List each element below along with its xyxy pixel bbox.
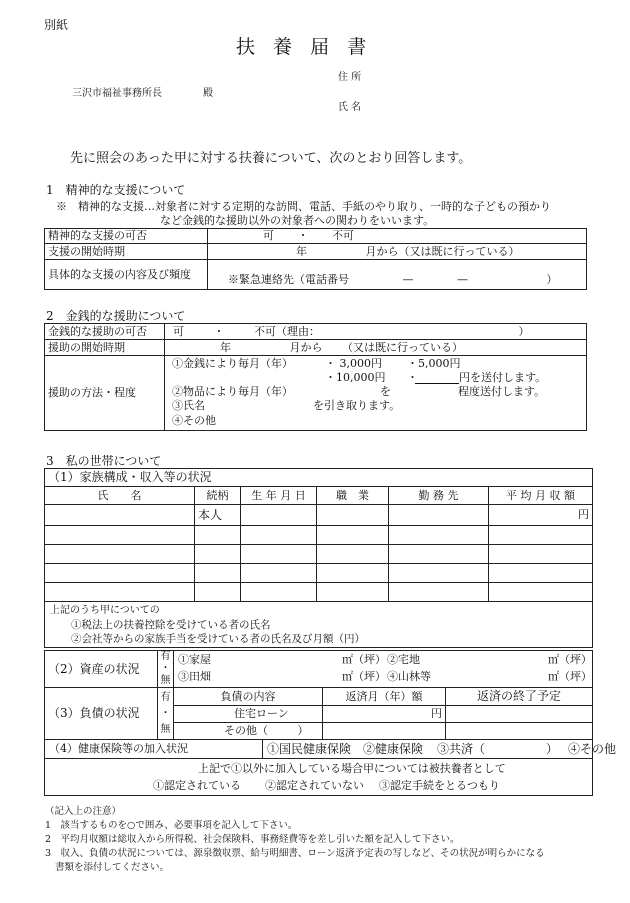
close-paren: ） xyxy=(297,724,309,738)
col-header: 氏 名 xyxy=(45,487,195,505)
table-row xyxy=(45,260,587,290)
family-table xyxy=(44,468,593,648)
relation-cell[interactable] xyxy=(195,545,241,564)
insurance-options[interactable] xyxy=(263,740,617,759)
name-cell[interactable] xyxy=(45,583,195,602)
option-no[interactable]: 無 xyxy=(160,723,171,735)
workplace-cell[interactable] xyxy=(389,526,489,545)
table-row xyxy=(45,545,593,564)
area-unit: ㎡（坪） xyxy=(342,670,386,683)
asset-field: ③田畑 xyxy=(178,670,211,683)
notes-heading: （記入上の注意） xyxy=(45,806,122,817)
separator-dot: ・ xyxy=(297,229,309,243)
insurance-health[interactable]: ②健康保険 xyxy=(363,742,424,756)
debt-other[interactable] xyxy=(174,723,323,740)
insurance-other[interactable]: ④その他 xyxy=(568,742,617,756)
aid-start-field[interactable] xyxy=(165,340,587,356)
section2-heading: 2 金銭的な援助について xyxy=(46,309,186,323)
already-text: （又は既に行っている） xyxy=(342,340,463,354)
row-label: 具体的な支援の内容及び頻度 xyxy=(45,260,208,290)
relation-cell: 本人 xyxy=(195,505,241,526)
dob-cell[interactable] xyxy=(241,505,317,526)
assets-yes-no[interactable] xyxy=(158,651,174,688)
row-label: 金銭的な援助の可否 xyxy=(45,324,165,340)
note-item-1: ①税法上の扶養控除を受けている者の氏名 xyxy=(71,619,271,631)
section3-heading: 3 私の世帯について xyxy=(46,454,162,468)
workplace-cell[interactable] xyxy=(389,505,489,526)
month-text: 月から xyxy=(289,340,323,354)
close-paren: ） xyxy=(546,742,559,756)
col-header: 返済の終了予定 xyxy=(446,688,593,706)
status-not-approved[interactable]: ②認定されていない xyxy=(265,779,364,792)
table-row xyxy=(45,340,587,356)
option-no-reason[interactable]: 不可（理由： xyxy=(254,324,320,338)
row-label: 援助の開始時期 xyxy=(45,340,165,356)
table-header-row xyxy=(45,487,593,505)
assets-label: （2）資産の状況 xyxy=(45,651,158,688)
addressee: 三沢市福祉事務所長 xyxy=(72,88,162,99)
income-cell[interactable] xyxy=(489,564,593,583)
address-label: 住 所 xyxy=(338,72,362,83)
col-header: 職 業 xyxy=(317,487,389,505)
aid-choice[interactable] xyxy=(165,324,587,340)
phone-dash: — xyxy=(457,273,468,287)
tax-dependent-note xyxy=(45,602,593,648)
separator-dot: ・ xyxy=(160,707,171,719)
income-cell[interactable] xyxy=(489,583,593,602)
table-row xyxy=(45,583,593,602)
note-2: 2 平均月収額は総収入から所得税、社会保険料、事務経費等を差し引いた額を記入して下さい。 xyxy=(45,834,460,845)
page-title: 扶 養 届 書 xyxy=(236,36,373,58)
row-label: 援助の方法・程度 xyxy=(45,356,165,431)
table-row xyxy=(45,688,593,706)
note-3: 3 収入、負債の状況については、源泉徴収票、給与明細書、ローン返済予定表の写しなど、その状況が明らかになる xyxy=(45,848,545,859)
note-item-2: ②会社等からの家族手当を受けている者の氏名及び月額（円） xyxy=(71,633,365,645)
close-paren: ） xyxy=(518,324,530,338)
workplace-cell[interactable] xyxy=(389,564,489,583)
relation-cell[interactable] xyxy=(195,564,241,583)
status-approved[interactable]: ①認定されている xyxy=(153,779,241,792)
amount-other-dot: ・ xyxy=(407,371,418,384)
job-cell[interactable] xyxy=(317,505,389,526)
insurance-national[interactable]: ①国民健康保険 xyxy=(267,742,352,756)
insurance-mutual[interactable]: ③共済（ xyxy=(437,742,486,756)
col-header: 返済月（年）額 xyxy=(323,688,446,706)
table-row xyxy=(45,651,593,670)
debts-label: （3）負債の状況 xyxy=(45,688,158,740)
start-date-field[interactable] xyxy=(208,244,587,260)
amount-blank[interactable] xyxy=(415,371,459,384)
aid-method-field[interactable] xyxy=(165,356,587,431)
income-cell[interactable] xyxy=(489,545,593,564)
asset-land: ②宅地 xyxy=(387,653,420,666)
section1-note-line2: など金銭的な援助以外の対象者への関わりをいいます。 xyxy=(160,214,435,227)
dob-cell[interactable] xyxy=(241,545,317,564)
name-cell[interactable] xyxy=(45,526,195,545)
relation-cell[interactable] xyxy=(195,583,241,602)
assets-debts-table xyxy=(44,650,617,796)
debts-yes-no[interactable] xyxy=(158,688,174,740)
table-row xyxy=(45,469,593,487)
amount-3000[interactable]: ・ 3,000円 xyxy=(325,357,382,370)
separator-dot: ・ xyxy=(213,324,225,338)
honorific: 殿 xyxy=(203,88,213,99)
area-unit: ㎡（坪） xyxy=(548,670,592,683)
section1-table xyxy=(44,228,587,290)
note-head: 上記のうち甲についての xyxy=(50,605,160,616)
goods-send-text: 程度送付します。 xyxy=(458,385,546,398)
takein-text: を引き取ります。 xyxy=(313,399,401,412)
phone-dash: — xyxy=(402,273,414,287)
insurance-label: （4）健康保険等の加入状況 xyxy=(45,740,263,759)
name-cell[interactable] xyxy=(45,545,195,564)
method-other[interactable]: ④その他 xyxy=(172,414,216,427)
row-label: 精神的な支援の可否 xyxy=(45,229,208,244)
note-3-cont: 書類を添付してください。 xyxy=(55,862,170,873)
dob-cell[interactable] xyxy=(241,583,317,602)
table-row xyxy=(45,740,593,759)
relation-cell[interactable] xyxy=(195,526,241,545)
workplace-cell[interactable] xyxy=(389,545,489,564)
option-yes[interactable]: 可 xyxy=(263,229,274,243)
support-choice[interactable] xyxy=(208,229,587,244)
table-row xyxy=(45,229,587,244)
job-cell[interactable] xyxy=(317,583,389,602)
goods-particle: を xyxy=(380,385,391,398)
method-money[interactable]: ①金銭により毎月（年） xyxy=(172,357,293,370)
workplace-cell[interactable] xyxy=(389,583,489,602)
section1-heading: 1 精神的な支援について xyxy=(46,183,186,197)
income-cell[interactable]: 円 xyxy=(489,505,593,526)
separator-dot: ・ xyxy=(160,663,171,674)
support-detail-field[interactable] xyxy=(208,260,587,290)
dependent-note: 上記で①以外に加入している場合甲については被扶養者として xyxy=(198,762,506,775)
amount-5000[interactable]: ・5,000円 xyxy=(407,357,461,370)
asset-forest: ④山林等 xyxy=(387,670,431,683)
table-row xyxy=(45,759,593,796)
debt-amount-cell[interactable] xyxy=(323,723,446,740)
debt-amount-cell[interactable]: 円 xyxy=(323,706,446,723)
col-header: 続柄 xyxy=(195,487,241,505)
option-yes[interactable]: 可 xyxy=(173,324,184,338)
income-cell[interactable] xyxy=(489,526,593,545)
amount-10000[interactable]: ・10,000円 xyxy=(325,371,386,384)
col-header: 生 年 月 日 xyxy=(241,487,317,505)
intro-text: 先に照会のあった甲に対する扶養について、次のとおり回答します。 xyxy=(70,151,472,166)
table-row xyxy=(45,526,593,545)
col-header: 勤 務 先 xyxy=(389,487,489,505)
debt-housing-loan: 住宅ローン xyxy=(174,706,323,723)
dob-cell[interactable] xyxy=(241,526,317,545)
family-subheading: （1）家族構成・収入等の状況 xyxy=(45,469,593,487)
name-cell[interactable] xyxy=(45,505,195,526)
dependent-status xyxy=(45,759,593,796)
col-header: 平 均 月 収 額 xyxy=(489,487,593,505)
asset-row-2[interactable] xyxy=(174,669,593,688)
option-yes[interactable]: 有 xyxy=(160,651,171,662)
note-1: 1 該当するものを○で囲み、必要事項を記入して下さい。 xyxy=(45,820,298,831)
name-cell[interactable] xyxy=(45,564,195,583)
year-unit: 年 xyxy=(296,244,307,258)
debt-end-cell[interactable] xyxy=(446,706,593,723)
table-row xyxy=(45,244,587,260)
option-no[interactable]: 無 xyxy=(160,675,171,686)
month-text: 月から（又は既に行っている） xyxy=(365,244,520,258)
job-cell[interactable] xyxy=(317,545,389,564)
emergency-contact-label: ※緊急連絡先（電話番号 xyxy=(228,273,349,287)
table-row xyxy=(45,602,593,648)
row-label: 支援の開始時期 xyxy=(45,244,208,260)
option-yes[interactable]: 有 xyxy=(160,691,171,703)
debt-end-cell[interactable] xyxy=(446,723,593,740)
table-row xyxy=(45,356,587,431)
section2-table xyxy=(44,323,587,431)
close-paren: ） xyxy=(546,273,558,287)
attachment-label: 別紙 xyxy=(44,18,69,32)
option-no[interactable]: 不可 xyxy=(332,229,354,243)
area-unit: ㎡（坪） xyxy=(548,653,592,666)
dob-cell[interactable] xyxy=(241,564,317,583)
year-unit: 年 xyxy=(220,340,231,354)
status-pending[interactable]: ③認定手続をとるつもり xyxy=(379,779,500,792)
asset-row-1[interactable] xyxy=(174,651,593,670)
method-goods[interactable]: ②物品により毎月（年） xyxy=(172,385,293,398)
job-cell[interactable] xyxy=(317,526,389,545)
amount-send-text: 円を送付します。 xyxy=(459,371,547,384)
method-takein[interactable]: ③氏名 xyxy=(172,399,205,412)
asset-house: ①家屋 xyxy=(178,653,211,666)
table-row xyxy=(45,324,587,340)
table-row xyxy=(45,505,593,526)
name-label: 氏 名 xyxy=(338,102,362,113)
section1-note-line1: ※ 精神的な支援…対象者に対する定期的な訪問、電話、手紙のやり取り、一時的な子どもの預かり xyxy=(56,200,551,213)
col-header: 負債の内容 xyxy=(174,688,323,706)
job-cell[interactable] xyxy=(317,564,389,583)
area-unit: ㎡（坪） xyxy=(342,653,386,666)
table-row xyxy=(45,564,593,583)
debt-other-label: その他（ xyxy=(224,724,268,738)
